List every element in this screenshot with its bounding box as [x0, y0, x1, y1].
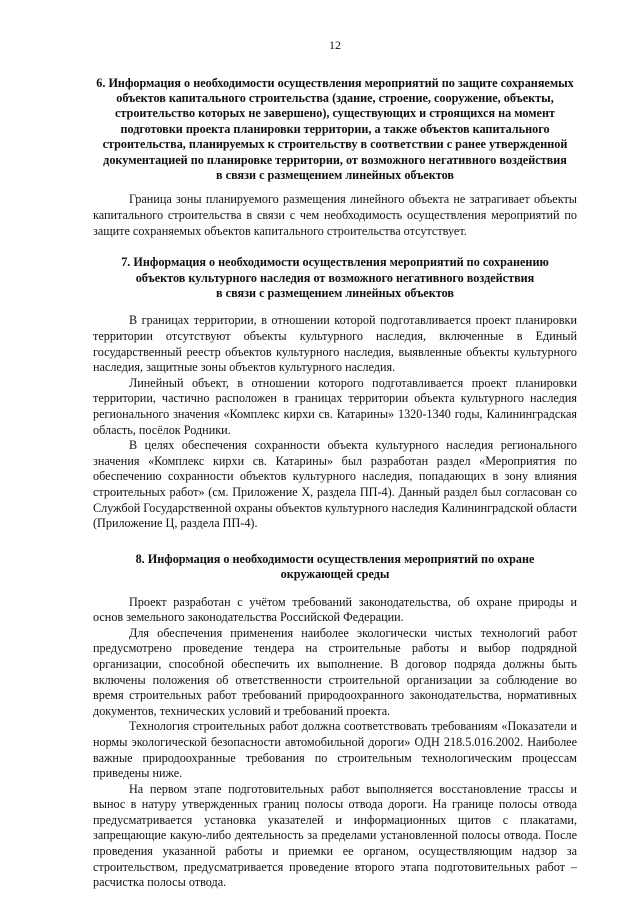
- body-paragraph: Линейный объект, в отношении которого подготавливается проект планировки территории, частично расположен в границах территории объекта культурного наследия регионального значения «Комплекс кирхи св. Катарины» 1320-1340 годы, Калининградская область, посёлок Родники.: [93, 375, 577, 437]
- body-paragraph: В границах территории, в отношении которой подготавливается проект планировки территории отсутствуют объекты культурного наследия, включенные в Единый государственный реестр объектов культурного наследия, выявленные объекты культурного наследия, защитные зоны объектов культурного наследия.: [93, 313, 577, 375]
- section-6-heading: [93, 76, 577, 184]
- heading-line: в связи с размещением линейных объектов: [216, 168, 454, 183]
- section-7: [93, 255, 577, 532]
- heading-line: строительства, планируемых к строительству в соответствии с ранее утвержденной: [102, 137, 568, 152]
- section-8-heading: [93, 552, 577, 583]
- heading-line: строительство которых не завершено), существующих и строящихся на момент: [115, 106, 555, 121]
- section-6: [93, 76, 577, 240]
- heading-line: 6. Информация о необходимости осуществления мероприятий по защите сохраняемых: [96, 75, 574, 90]
- page-number: 12: [329, 38, 341, 52]
- section-8: [93, 552, 577, 891]
- body-paragraph: Граница зоны планируемого размещения линейного объекта не затрагивает объекты капитального строительства в связи с чем необходимость осуществления мероприятий по защите сохраняемых объектов капитального строительства отсутствует.: [93, 192, 577, 238]
- heading-line: объектов капитального строительства (здание, строение, сооружение, объекты,: [116, 91, 554, 105]
- heading-line: в связи с размещением линейных объектов: [216, 286, 454, 301]
- heading-line: 7. Информация о необходимости осуществления мероприятий по сохранению: [121, 255, 549, 270]
- heading-line: подготовки проекта планировки территории, а также объектов капитального: [120, 121, 550, 136]
- body-paragraph: В целях обеспечения сохранности объекта культурного наследия регионального значения «Комплекс кирхи св. Катарины» был разработан раздел «Мероприятия по обеспечению сохранности объектов культурного наследия, попадающих в зону влияния строительных работ» (см. Приложение Х, раздела ПП-4). Данный раздел был согласован со Службой Государственной охраны объектов культурного наследия Калининградской области (Приложение Ц, раздела ПП-4).: [93, 438, 577, 531]
- body-paragraph: Проект разработан с учётом требований законодательства, об охране природы и основ земельного законодательства Российской Федерации.: [93, 594, 577, 625]
- section-7-heading: [93, 255, 577, 301]
- heading-line: объектов культурного наследия от возможного негативного воздействия: [135, 270, 535, 285]
- heading-line: 8. Информация о необходимости осуществления мероприятий по охране: [135, 551, 535, 566]
- body-paragraph: Технология строительных работ должна соответствовать требованиям «Показатели и нормы экологической безопасности автомобильной дороги» ОДН 218.5.016.2002. Наиболее важные природоохранные требования по строительным технологическим процессам приведены ниже.: [93, 719, 577, 781]
- heading-line: окружающей среды: [280, 567, 390, 582]
- body-paragraph: На первом этапе подготовительных работ выполняется восстановление трассы и вынос в натуру утвержденных границ полосы отвода дороги. На границе полосы отвода предусматривается установка указателей и информационных щитов с плакатами, запрещающие какую-либо деятельность за пределами установленной полосы отвода. После проведения указанной работы и приемки ее органом, осуществляющим надзор за строительством, предусматривается проведение второго этапа подготовительных работ – расчистка полосы отвода.: [93, 781, 577, 890]
- body-paragraph: Для обеспечения применения наиболее экологически чистых технологий работ предусмотрено проведение тендера на строительные работы и выбор подрядной организации, способной обеспечить их выполнение. В договор подряда должны быть включены положения об ответственности строительной организации за соблюдение во время строительных работ требований природоохранного законодательства, нормативных документов, технических условий и требований проекта.: [93, 625, 577, 718]
- heading-line: документацией по планировке территории, от возможного негативного воздействия: [103, 152, 567, 167]
